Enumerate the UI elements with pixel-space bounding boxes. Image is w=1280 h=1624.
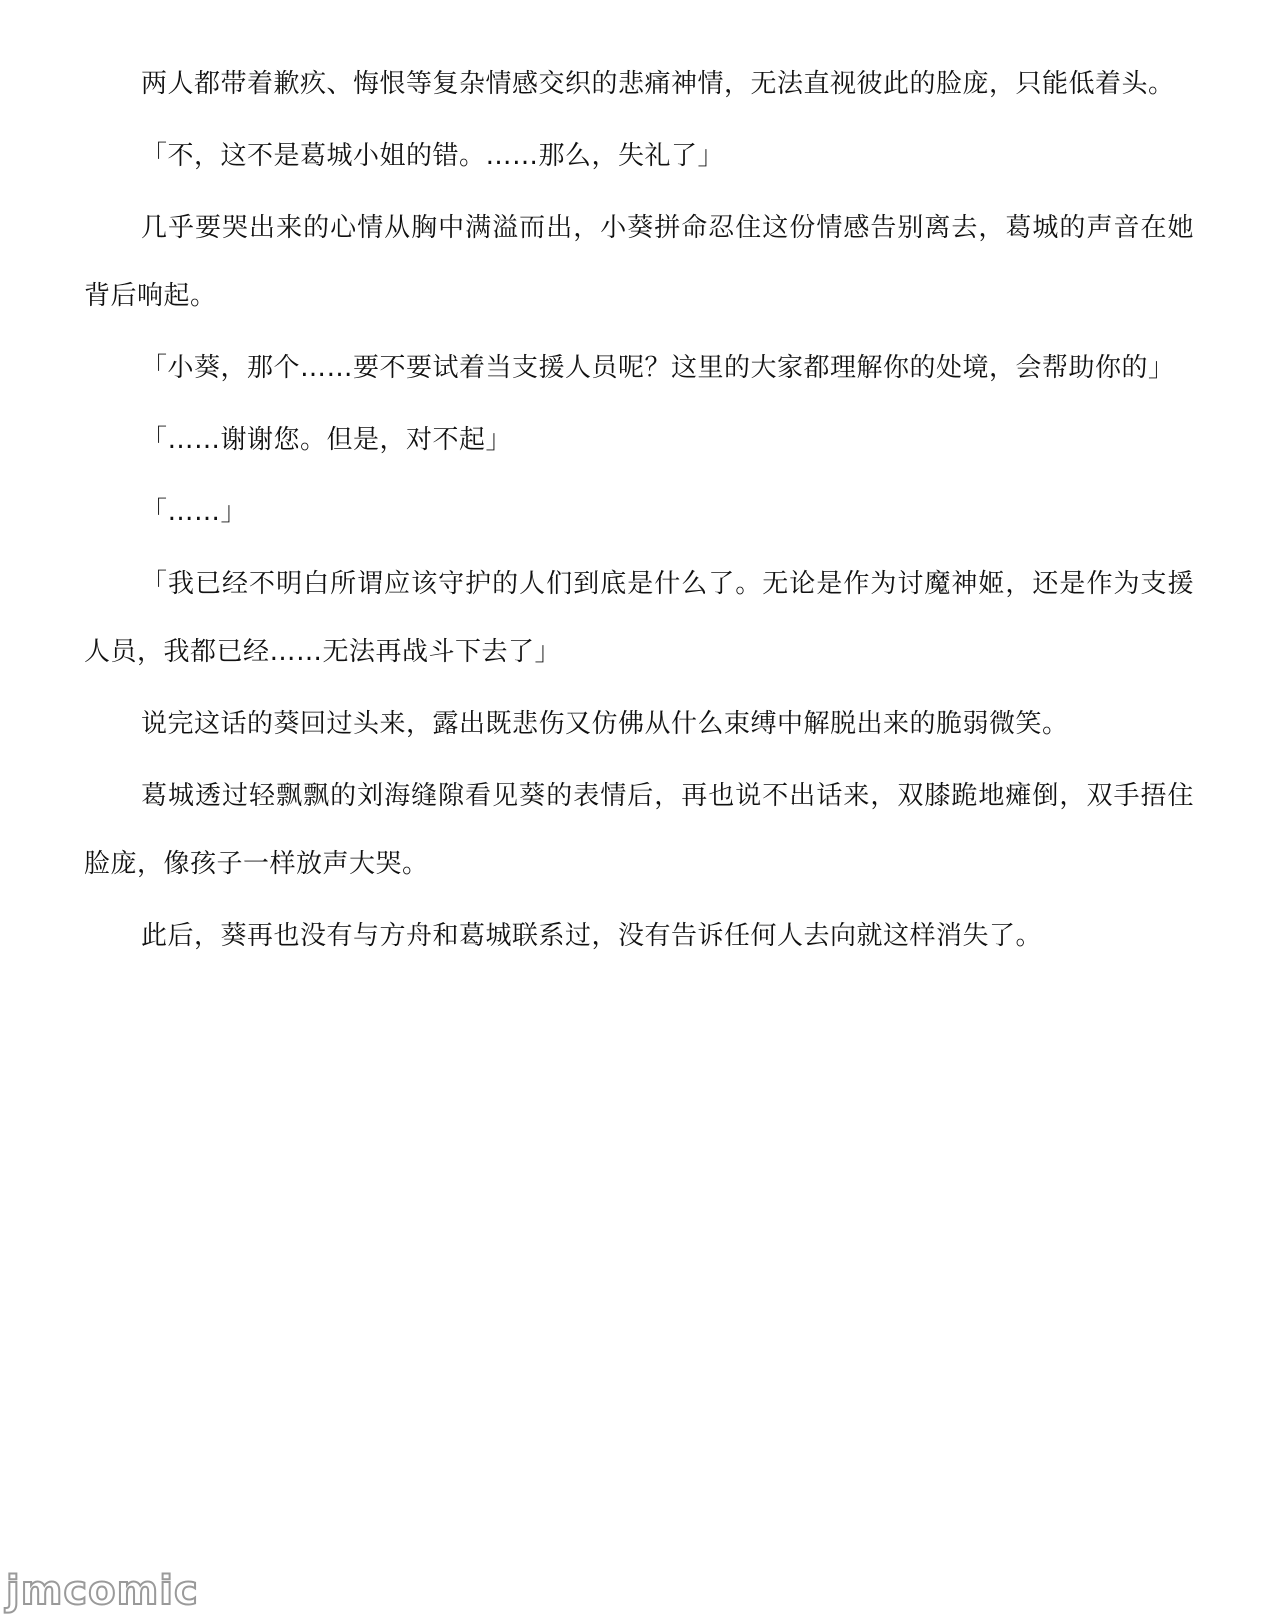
- paragraph: 两人都带着歉疚、悔恨等复杂情感交织的悲痛神情，无法直视彼此的脸庞，只能低着头。: [141, 69, 1175, 99]
- dialogue-line: 「小葵，那个……要不要试着当支援人员呢？这里的大家都理解你的处境，会帮助你的」: [141, 353, 1175, 383]
- paragraph: 说完这话的葵回过头来，露出既悲伤又仿佛从什么束缚中解脱出来的脆弱微笑。: [141, 709, 1069, 739]
- dialogue-line: 「不，这不是葛城小姐的错。……那么，失礼了」: [141, 141, 725, 171]
- watermark-logo: jmcomic: [6, 1568, 199, 1614]
- dialogue-line: 「……」: [141, 497, 248, 527]
- paragraph: 葛城透过轻飘飘的刘海缝隙看见葵的表情后，再也说不出话来，双膝跪地瘫倒，双手捂住脸庞，像孩子一样放声大哭。: [84, 781, 1194, 879]
- document-body: [84, 50, 1194, 974]
- dialogue-line: 「……谢谢您。但是，对不起」: [141, 425, 513, 455]
- dialogue-line: 「我已经不明白所谓应该守护的人们到底是什么了。无论是作为讨魔神姬，还是作为支援人员，我都已经……无法再战斗下去了」: [84, 569, 1194, 667]
- paragraph: 几乎要哭出来的心情从胸中满溢而出，小葵拼命忍住这份情感告别离去，葛城的声音在她背后响起。: [84, 213, 1194, 311]
- paragraph: 此后，葵再也没有与方舟和葛城联系过，没有告诉任何人去向就这样消失了。: [141, 921, 1043, 951]
